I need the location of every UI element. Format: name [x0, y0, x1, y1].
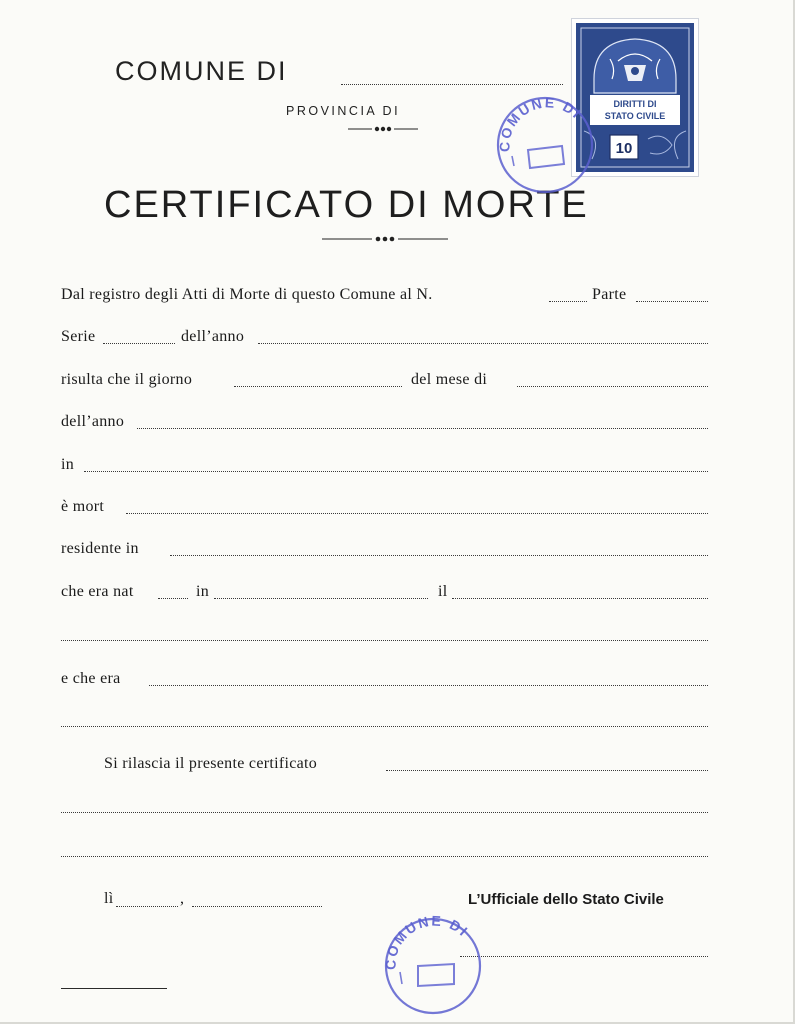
- nat-field[interactable]: [158, 598, 188, 599]
- anno-label-1: dell’anno: [181, 328, 245, 345]
- nascita-luogo-field[interactable]: [214, 598, 428, 599]
- rilascia-field[interactable]: [386, 770, 708, 771]
- line-registro-text: Dal registro degli Atti di Morte di questo Comune al N.: [61, 286, 433, 303]
- svg-text:COMUNE DI: [497, 94, 586, 152]
- li-field[interactable]: [116, 906, 178, 907]
- parte-label: Parte: [592, 286, 627, 303]
- provincia-label: PROVINCIA DI: [286, 104, 401, 118]
- mort-label: è mort: [61, 498, 105, 515]
- page-title: CERTIFICATO DI MORTE: [104, 184, 589, 226]
- svg-text:COMUNE DI: [383, 912, 472, 970]
- nascita-data-label: il: [438, 583, 448, 600]
- anno-field-1[interactable]: [258, 343, 708, 344]
- che-era-label: e che era: [61, 670, 121, 687]
- postmark-bottom-text: COMUNE DI: [382, 912, 473, 971]
- rilascia-label: Si rilascia il presente certificato: [104, 755, 318, 772]
- extra-field-1[interactable]: [61, 640, 708, 641]
- residente-field[interactable]: [170, 555, 708, 556]
- li-label: lì: [104, 890, 114, 907]
- comune-label: COMUNE DI: [115, 56, 288, 86]
- postmark-top: [490, 90, 600, 200]
- stamp-text-line2: STATO CIVILE: [604, 111, 666, 121]
- mort-field[interactable]: [126, 513, 708, 514]
- data-rilascio-field[interactable]: [192, 906, 322, 907]
- mese-field[interactable]: [517, 386, 708, 387]
- comma-separator: ,: [180, 890, 185, 907]
- serie-field[interactable]: [103, 343, 175, 344]
- protocol-line[interactable]: [61, 988, 167, 989]
- stamp-value: 10: [615, 140, 633, 157]
- serie-label: Serie: [61, 328, 96, 345]
- nat-label: che era nat: [61, 583, 134, 600]
- comune-field[interactable]: [341, 84, 563, 85]
- giorno-field[interactable]: [234, 386, 402, 387]
- postmark-bottom: [378, 910, 488, 1020]
- anno-label-2: dell’anno: [61, 413, 125, 430]
- firma-field[interactable]: [460, 956, 708, 957]
- che-era-field[interactable]: [149, 685, 708, 686]
- nascita-luogo-label: in: [196, 583, 210, 600]
- ufficiale-label: L’Ufficiale dello Stato Civile: [468, 891, 664, 908]
- extra-field-4[interactable]: [61, 856, 708, 857]
- luogo-label: in: [61, 456, 75, 473]
- parte-field[interactable]: [636, 301, 708, 302]
- anno-field-2[interactable]: [137, 428, 708, 429]
- numero-field[interactable]: [549, 301, 587, 302]
- giorno-label: risulta che il giorno: [61, 371, 193, 388]
- extra-field-2[interactable]: [61, 726, 708, 727]
- nascita-data-field[interactable]: [452, 598, 708, 599]
- stamp-text-line1: DIRITTI DI: [613, 99, 657, 109]
- postmark-top-text: COMUNE DI: [496, 94, 586, 153]
- residente-label: residente in: [61, 540, 139, 557]
- luogo-field[interactable]: [84, 471, 708, 472]
- mese-label: del mese di: [411, 371, 488, 388]
- ornament-divider-small: [348, 124, 418, 134]
- ornament-divider-large: [322, 234, 448, 244]
- extra-field-3[interactable]: [61, 812, 708, 813]
